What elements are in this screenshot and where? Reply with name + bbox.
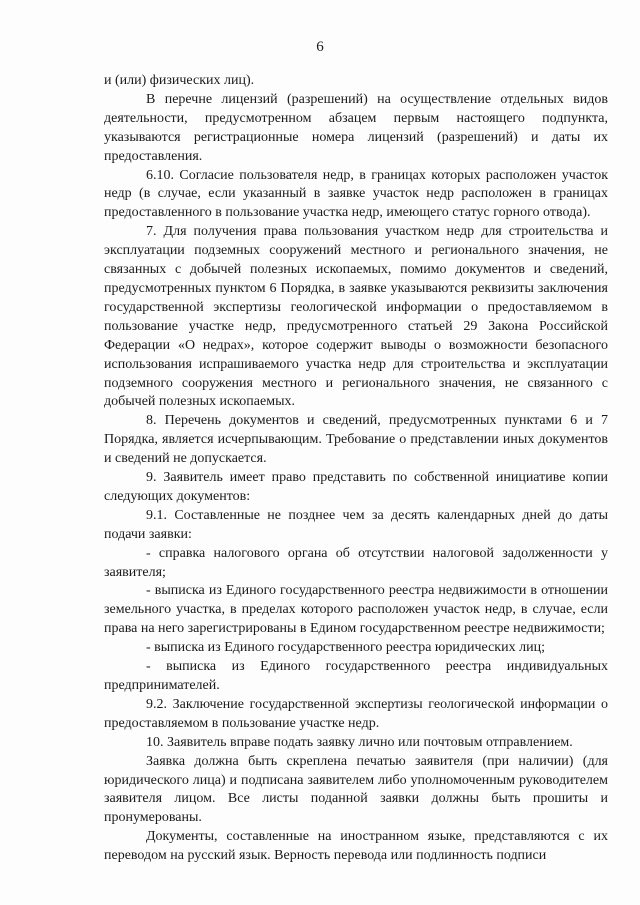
paragraph-8: 8. Перечень документов и сведений, предусмотренных пунктами 6 и 7 Порядка, является исчерпывающим. Требование о представлении иных документов и сведений не допускается. — [104, 413, 608, 467]
paragraph-9-1: 9.1. Составленные не позднее чем за десять календарных дней до даты подачи заявки: — [104, 507, 608, 542]
list-item-real-estate-extract: - выписка из Единого государственного реестра недвижимости в отношении земельного участка, в пределах которого расположен участок недр, в случае, если права на него зарегистрированы в Едином государственном реестре недвижимости; — [104, 583, 608, 637]
paragraph-license-list: В перечне лицензий (разрешений) на осуществление отдельных видов деятельности, предусмотренном абзацем первым настоящего подпункта, указываются регистрационные номера лицензий (разрешений) и даты их предоставления. — [104, 91, 608, 164]
document-body — [104, 72, 608, 866]
list-item-legal-entities-extract: - выписка из Единого государственного реестра юридических лиц; — [146, 640, 545, 656]
page-number: 6 — [316, 39, 324, 55]
paragraph-seal-signature: Заявка должна быть скреплена печатью заявителя (при наличии) (для юридического лица) и подписана заявителем либо уполномоченным руководителем заявителя лицом. Все листы поданной заявки должны быть прошиты и пронумерованы. — [104, 753, 608, 826]
paragraph-foreign-language: Документы, составленные на иностранном языке, представляются с их переводом на русский язык. Верность перевода или подлинность подписи — [104, 829, 608, 864]
list-item-tax-certificate: - справка налогового органа об отсутствии налоговой задолженности у заявителя; — [104, 545, 608, 580]
paragraph-9: 9. Заявитель имеет право представить по собственной инициативе копии следующих документов: — [104, 470, 608, 504]
paragraph-continuation: и (или) физических лиц). — [104, 73, 255, 88]
list-item-entrepreneurs-extract: - выписка из Единого государственного реестра индивидуальных предпринимателей. — [104, 659, 608, 693]
paragraph-10: 10. Заявитель вправе подать заявку лично или почтовым отправлением. — [146, 734, 573, 750]
paragraph-6-10: 6.10. Согласие пользователя недр, в границах которых расположен участок недр (в случае, если указанный в заявке участок недр расположен в границах предоставленного в пользование участка недр, имеющего статус горного отвода). — [104, 167, 608, 221]
paragraph-7: 7. Для получения права пользования участком недр для строительства и эксплуатации подземных сооружений местного и регионального значения, не связанных с добычей полезных ископаемых, помимо документов и сведений, предусмотренных пунктом 6 Порядка, в заявке указываются реквизиты заключения государственной экспертизы геологической информации о предоставляемом в пользование участке недр, предусмотренного статьей 29 Закона Российской Федерации «О недрах», которое содержит выводы о возможности безопасного использования испрашиваемого участка недр для строительства и эксплуатации подземного сооружения местного и регионального значения, не связанного с добычей полезных ископаемых. — [104, 224, 608, 410]
paragraph-9-2: 9.2. Заключение государственной экспертизы геологической информации о предоставляемом в пользование участке недр. — [104, 696, 608, 731]
